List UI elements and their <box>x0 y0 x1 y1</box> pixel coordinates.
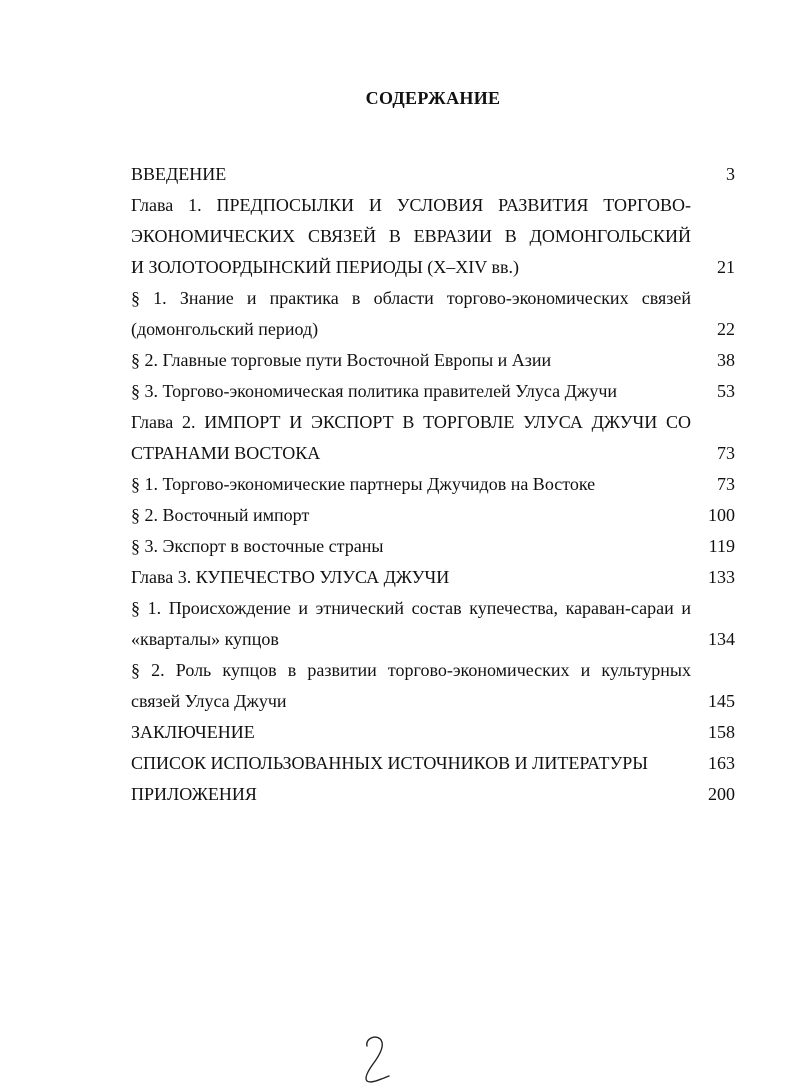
toc-line: ЭКОНОМИЧЕСКИХ СВЯЗЕЙ В ЕВРАЗИИ В ДОМОНГОЛЬСКИЙ <box>131 226 691 246</box>
toc-page-number: 145 <box>708 691 735 711</box>
toc-entry-bibliography <box>131 748 735 779</box>
toc-line: СТРАНАМИ ВОСТОКА <box>131 443 321 463</box>
toc-entry-text <box>131 779 691 810</box>
toc-line: § 2. Главные торговые пути Восточной Европы и Азии <box>131 350 552 370</box>
toc-entry-chapter-1-section-2 <box>131 345 735 376</box>
toc-line: И ЗОЛОТООРДЫНСКИЙ ПЕРИОДЫ (X–XIV вв.) <box>131 257 519 277</box>
toc-entry-chapter-3-section-2 <box>131 655 735 717</box>
toc-entry-text <box>131 562 691 593</box>
toc-entry-text <box>131 655 691 717</box>
toc-entry-chapter-2-section-3 <box>131 531 735 562</box>
toc-entry-chapter-1-section-3 <box>131 376 735 407</box>
toc-entry-chapter-2 <box>131 407 735 469</box>
toc-page-number: 73 <box>717 443 735 463</box>
toc-line: § 3. Торгово-экономическая политика правителей Улуса Джучи <box>131 381 618 401</box>
toc-page-number: 53 <box>717 381 735 401</box>
toc-entry-conclusion <box>131 717 735 748</box>
toc-page-number: 119 <box>708 536 735 556</box>
toc-line: ЗАКЛЮЧЕНИЕ <box>131 722 255 742</box>
toc-entry-text <box>131 159 691 190</box>
toc-line: Глава 1. ПРЕДПОСЫЛКИ И УСЛОВИЯ РАЗВИТИЯ ТОРГОВО- <box>131 195 691 215</box>
toc-entry-text <box>131 345 691 376</box>
toc-line: § 1. Знание и практика в области торгово-экономических связей <box>131 288 691 308</box>
toc-page-number: 158 <box>708 722 735 742</box>
toc-line: связей Улуса Джучи <box>131 691 287 711</box>
toc-line: ПРИЛОЖЕНИЯ <box>131 784 257 804</box>
toc-entry-text <box>131 376 691 407</box>
toc-entry-chapter-1 <box>131 190 735 283</box>
toc-line: Глава 3. КУПЕЧЕСТВО УЛУСА ДЖУЧИ <box>131 567 450 587</box>
toc-line: § 1. Происхождение и этнический состав купечества, караван-сараи и <box>131 598 691 618</box>
toc-entry-text <box>131 593 691 655</box>
toc-page-number: 163 <box>708 753 735 773</box>
toc-entry-appendices <box>131 779 735 810</box>
toc-line: Глава 2. ИМПОРТ И ЭКСПОРТ В ТОРГОВЛЕ УЛУСА ДЖУЧИ СО <box>131 412 691 432</box>
toc-entry-text <box>131 748 691 779</box>
toc-entry-text <box>131 283 691 345</box>
toc-entry-text <box>131 500 691 531</box>
toc-entry-text <box>131 469 691 500</box>
toc-page-number: 73 <box>717 474 735 494</box>
toc-line: СПИСОК ИСПОЛЬЗОВАННЫХ ИСТОЧНИКОВ И ЛИТЕРАТУРЫ <box>131 753 648 773</box>
toc-entry-introduction <box>131 159 735 190</box>
table-of-contents <box>131 159 735 810</box>
toc-page-number: 22 <box>717 319 735 339</box>
toc-page-number: 100 <box>708 505 735 525</box>
toc-line: § 2. Восточный импорт <box>131 505 310 525</box>
toc-line: (домонгольский период) <box>131 319 319 339</box>
toc-entry-chapter-2-section-2 <box>131 500 735 531</box>
toc-line: ВВЕДЕНИЕ <box>131 164 227 184</box>
toc-entry-chapter-1-section-1 <box>131 283 735 345</box>
toc-entry-chapter-3-section-1 <box>131 593 735 655</box>
toc-line: § 1. Торгово-экономические партнеры Джучидов на Востоке <box>131 474 596 494</box>
toc-page-number: 200 <box>708 784 735 804</box>
toc-entry-chapter-3 <box>131 562 735 593</box>
toc-line: § 2. Роль купцов в развитии торгово-экономических и культурных <box>131 660 691 680</box>
toc-line: § 3. Экспорт в восточные страны <box>131 536 384 556</box>
toc-page-number: 38 <box>717 350 735 370</box>
toc-entry-chapter-2-section-1 <box>131 469 735 500</box>
toc-entry-text <box>131 190 691 283</box>
toc-line: «кварталы» купцов <box>131 629 279 649</box>
toc-page-number: 133 <box>708 567 735 587</box>
toc-entry-text <box>131 531 691 562</box>
toc-entry-text <box>131 407 691 469</box>
handwritten-page-number <box>355 1032 395 1084</box>
toc-page-number: 3 <box>726 164 735 184</box>
toc-page-number: 134 <box>708 629 735 649</box>
toc-page-number: 21 <box>717 257 735 277</box>
page-title: СОДЕРЖАНИЕ <box>365 88 501 108</box>
toc-entry-text <box>131 717 691 748</box>
